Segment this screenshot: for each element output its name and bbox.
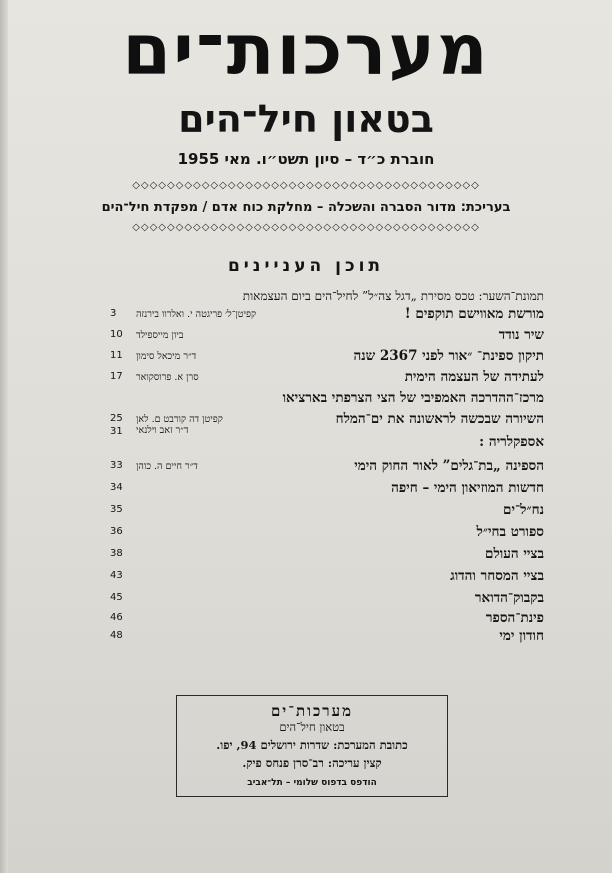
toc-entry (110, 367, 544, 387)
toc-entry (110, 304, 544, 324)
cover-caption: תמונת־השער: טכס מסירת „דגל צה״ל” לחיל־הים ביום העצמאות (242, 289, 544, 303)
toc-entry-title: אספקלריה : (479, 434, 544, 450)
toc-entry-page: 33 (110, 460, 123, 471)
toc-entry-author (136, 569, 278, 585)
imprint-printer: הודפס בדפוס שלומי – תל־אביב (247, 778, 377, 788)
masthead-subtitle: בטאון חיל־הים (178, 97, 434, 141)
toc-entry-page: 43 (110, 570, 123, 581)
toc-entry (110, 456, 544, 476)
toc-entry-page: 34 (110, 482, 123, 493)
toc-entry-author: קפיטן־ל׳ פריגטה י. ואלרוו בירנזה (136, 309, 257, 320)
imprint-box (176, 695, 448, 797)
toc-entry-page: 45 (110, 592, 123, 603)
toc-entry-author (136, 547, 278, 563)
toc-entry-title: מרכז־ההדרכה האמפיבי של הצי הצרפתי בארציאו (282, 390, 544, 406)
toc-entry (110, 425, 544, 452)
toc-entry (110, 588, 544, 608)
toc-entry-title: הספינה „בת־גלים” לאור החוק הימי (354, 458, 544, 474)
toc-entry (110, 346, 544, 366)
toc-entry-title: השיורה שבכשה לראשונה את ים־המלח (335, 411, 544, 427)
toc-entry-author: ביון מייספילד (136, 330, 184, 341)
toc-entry-author: סרן א. פרוסקואר (136, 372, 199, 383)
toc-entry-title: מורשת מאווישם תוקפים ! (404, 306, 544, 322)
masthead-title: מערכות־ים (122, 12, 490, 88)
toc-entry (110, 544, 544, 564)
page-spine-shadow (0, 0, 8, 873)
toc-entry-author (136, 503, 278, 519)
toc-entry-title: פינת־הספר (485, 610, 544, 626)
toc-entry-title: שיר נודד (498, 327, 544, 343)
toc-entry (110, 566, 544, 586)
toc-entry-page: 25 (110, 413, 123, 424)
toc-entry-page: 31 (110, 426, 123, 437)
toc-entry-title: ספורט בחי״ל (476, 524, 544, 540)
toc-entry (110, 626, 544, 646)
toc-entry-author (136, 611, 278, 627)
toc-entry (110, 522, 544, 542)
toc-entry-author: קפיטן דה קורבט ם. לאן (136, 414, 223, 425)
toc-entry-title: תיקון ספינת־ ״אור לפני 2367 שנה (353, 348, 544, 364)
imprint-address: כתובת המערכת: שדרות ירושלים 94, יפו. (216, 738, 408, 752)
imprint-title: מערכות־ים (270, 702, 354, 720)
toc-entry (110, 608, 544, 628)
toc-entry-author (136, 391, 278, 407)
toc-entry-page: 10 (110, 329, 123, 340)
toc-entry-page: 48 (110, 630, 123, 641)
toc-entry-page (110, 390, 132, 406)
imprint-officer: קצין עריכה: רב־סרן פנחס פיק. (242, 756, 382, 770)
toc-entry-page: 38 (110, 548, 123, 559)
toc-entry-title: בקבוק־הדואר (474, 590, 544, 606)
toc-heading: תוכן העניינים (227, 256, 385, 276)
toc-entry-page: 35 (110, 504, 123, 515)
divider-top: ◇◇◇◇◇◇◇◇◇◇◇◇◇◇◇◇◇◇◇◇◇◇◇◇◇◇◇◇◇◇◇◇◇◇◇◇◇◇◇◇ (132, 181, 480, 191)
toc-entry-author (136, 591, 278, 607)
toc-entry-author (136, 525, 278, 541)
toc-entry-title: חדשות המוזיאון הימי – חיפה (391, 480, 544, 496)
toc-entry-page: 36 (110, 526, 123, 537)
toc-entry-author: ד״ר זאב וילנאי (136, 425, 189, 436)
table-of-contents (110, 304, 544, 644)
issue-line: חוברת כ״ד – סיון תשט״ו. מאי 1955 (177, 150, 435, 168)
toc-entry-title: חודון ימי (499, 628, 544, 644)
toc-entry (110, 478, 544, 498)
toc-entry-page: 3 (110, 308, 117, 319)
toc-entry (110, 500, 544, 520)
toc-entry-page: 11 (110, 350, 123, 361)
toc-entry-page: 17 (110, 371, 123, 382)
toc-entry-title: לעתידה של העצמה הימית (404, 369, 544, 385)
toc-entry-title: נח״ל־ים (503, 502, 544, 518)
toc-entry-author (136, 481, 278, 497)
toc-entry-title: בציי העולם (485, 546, 544, 562)
toc-entry (110, 388, 544, 408)
imprint-subtitle: בטאון חיל־הים (279, 720, 345, 734)
toc-entry-page: 46 (110, 612, 123, 623)
toc-entry (110, 325, 544, 345)
toc-entry-author: ד״ר חיים ה. כוהן (136, 461, 198, 472)
editorial-line: בעריכת: מדור הסברה והשכלה – מחלקת כוח אדם / מפקדת חיל־הים (101, 200, 511, 215)
toc-entry-title: בציי המסחר והדוג (450, 568, 544, 584)
divider-bottom: ◇◇◇◇◇◇◇◇◇◇◇◇◇◇◇◇◇◇◇◇◇◇◇◇◇◇◇◇◇◇◇◇◇◇◇◇◇◇◇◇ (132, 223, 480, 233)
toc-entry-author: ד״ר מיכאל סימון (136, 351, 197, 362)
toc-entry-author (136, 629, 278, 645)
